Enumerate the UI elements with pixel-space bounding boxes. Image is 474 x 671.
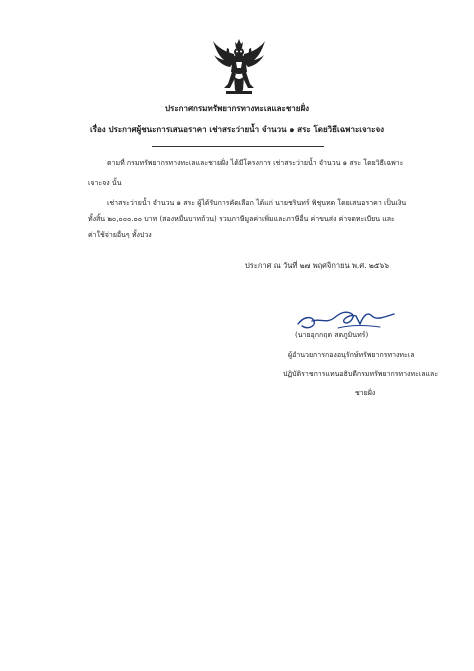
agency-title: ประกาศกรมทรัพยากรทางทะเลและชายฝั่ง [164,104,310,113]
signatory-position-line-2-text: ปฏิบัติราชการแทนอธิบดีกรมทรัพยากรทางทะเลและ [283,370,439,378]
garuda-emblem-icon [212,38,266,96]
divider [152,146,324,147]
announcement-subject: เรื่อง ประกาศผู้ชนะการเสนอราคา เช่าสระว่ายน้ำ จำนวน ๑ สระ โดยวิธีเฉพาะเจาะจง [89,125,385,134]
paragraph-1-line-1: ตามที่ กรมทรัพยากรทางทะเลและชายฝั่ง ได้มีโครงการ เช่าสระว่ายน้ำ จำนวน ๑ สระ โดยวิธีเฉพาะ [107,159,404,167]
paragraph-2-line-3: ค่าใช้จ่ายอื่นๆ ทั้งปวง [88,231,152,239]
paragraph-1-line-2: เจาะจง นั้น [88,179,122,187]
signatory-position-line-3: ชายฝั่ง [355,389,376,397]
paragraph-2-line-1: เช่าสระว่ายน้ำ จำนวน ๑ สระ ผู้ได้รับการคัดเลือก ได้แก่ นายชรินทร์ พิชุนทด โดยเสนอราคา เป็นเงิน [107,199,407,207]
signatory-name: (นายอุกกฤต สตภูมินทร์) [295,331,369,339]
announcement-date: ประกาศ ณ วันที่ ๒๗ พฤศจิกายน พ.ศ. ๒๕๖๖ [245,261,389,270]
paragraph-2-line-2: ทั้งสิ้น ๒๐,๐๐๐.๐๐ บาท (สองหมื่นบาทถ้วน) รวมภาษีมูลค่าเพิ่มและภาษีอื่น ค่าขนส่ง ค่าจดทะเบียน และ [88,215,395,223]
signatory-position-line-1: ผู้อำนวยการกองอนุรักษ์ทรัพยากรทางทะเล [288,351,415,359]
